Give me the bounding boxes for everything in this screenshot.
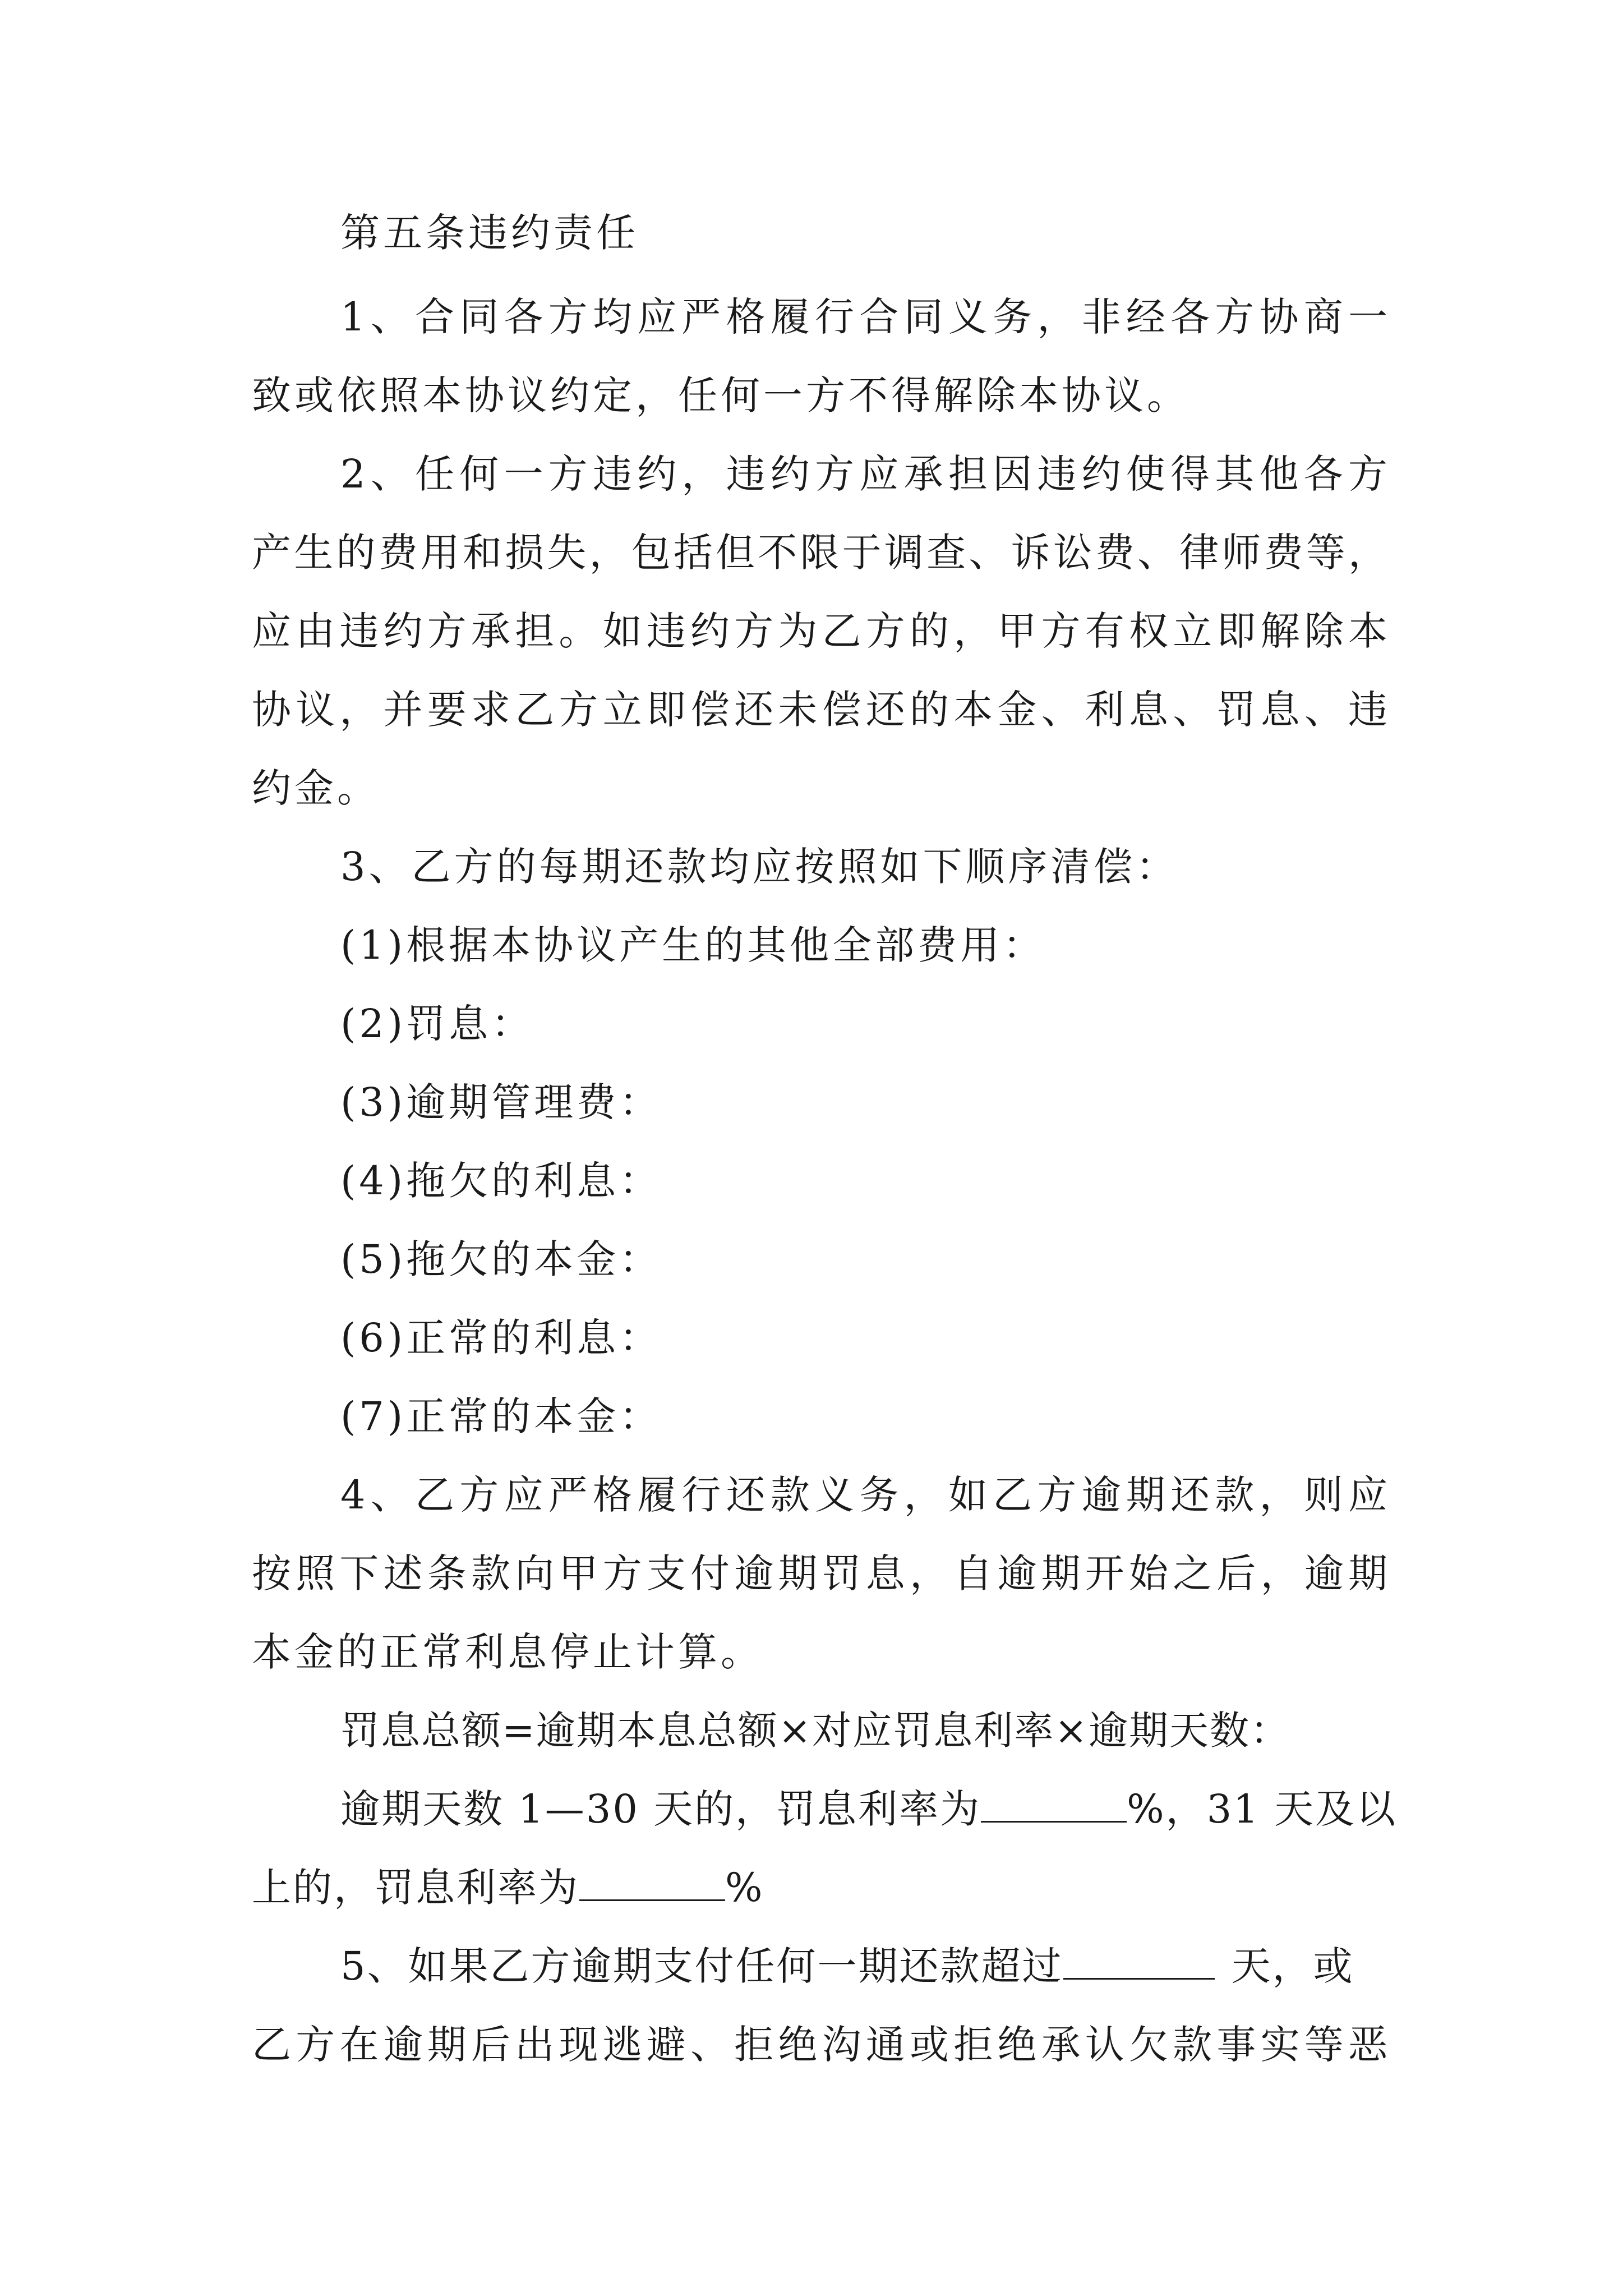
clause-5-line-2: 乙方在逾期后出现逃避、拒绝沟通或拒绝承认欠款事实等恶 [252, 2022, 1387, 2068]
clause-2-line-1: 2、任何一方违约，违约方应承担因违约使得其他各方 [340, 451, 1387, 497]
section-heading: 第五条违约责任 [340, 210, 639, 256]
clause-3-item-5: (5)拖欠的本金： [340, 1236, 662, 1282]
clause-3-item-2: (2)罚息： [340, 1001, 534, 1047]
clause-4-line-2: 按照下述条款向甲方支付逾期罚息，自逾期开始之后，逾期 [252, 1550, 1387, 1596]
clause-3-item-3: (3)逾期管理费： [340, 1079, 662, 1125]
penalty-rate-line-1 [340, 1784, 1397, 1834]
clause-4-line-3: 本金的正常利息停止计算。 [252, 1629, 763, 1675]
penalty-formula: 罚息总额=逾期本息总额×对应罚息利率×逾期天数： [340, 1708, 1290, 1754]
clause-2-line-4: 协议，并要求乙方立即偿还未偿还的本金、利息、罚息、违 [252, 687, 1387, 733]
clause-5-text-b: 天，或 [1231, 1943, 1354, 1989]
penalty-rate-text-a: 逾期天数 1—30 天的，罚息利率为 [340, 1786, 981, 1832]
days-blank [1063, 1942, 1215, 1980]
clause-2-line-2: 产生的费用和损失，包括但不限于调查、诉讼费、律师费等， [252, 530, 1387, 576]
clause-1-line-1: 1、合同各方均应严格履行合同义务，非经各方协商一 [340, 294, 1387, 340]
clause-2-line-3: 应由违约方承担。如违约方为乙方的，甲方有权立即解除本 [252, 608, 1387, 654]
penalty-rate-text-b: %，31 天及以 [1127, 1786, 1397, 1832]
penalty-rate-text-d: % [725, 1865, 764, 1911]
clause-5-line-1 [340, 1941, 1354, 1991]
clause-1-line-2: 致或依照本协议约定，任何一方不得解除本协议。 [252, 372, 1189, 418]
clause-2-line-5: 约金。 [252, 765, 380, 811]
clause-3-item-7: (7)正常的本金： [340, 1393, 662, 1439]
clause-3-item-4: (4)拖欠的利息： [340, 1158, 662, 1204]
clause-3-item-1: (1)根据本协议产生的其他全部费用： [340, 922, 1046, 968]
clause-3-intro: 3、乙方的每期还款均应按照如下顺序清偿： [340, 844, 1179, 890]
penalty-rate-line-2 [252, 1862, 764, 1913]
clause-4-line-1: 4、乙方应严格履行还款义务，如乙方逾期还款，则应 [340, 1472, 1387, 1518]
rate-blank-1 [981, 1785, 1127, 1823]
clause-5-text-a: 5、如果乙方逾期支付任何一期还款超过 [340, 1943, 1063, 1989]
rate-blank-2 [579, 1864, 725, 1901]
penalty-rate-text-c: 上的，罚息利率为 [252, 1865, 579, 1911]
clause-3-item-6: (6)正常的利息： [340, 1315, 662, 1361]
